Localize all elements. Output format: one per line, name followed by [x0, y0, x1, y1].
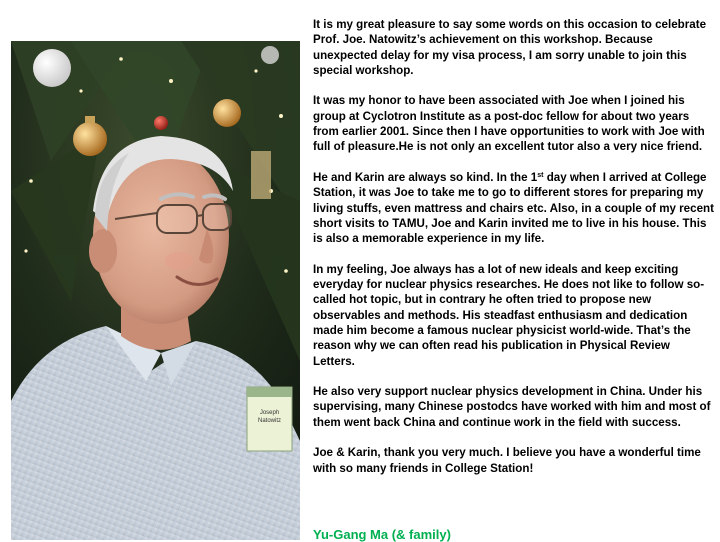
letter-paragraph-5: He also very support nuclear physics development in China. Under his supervising, many Chinese postodcs have worked with him and most of them went back China and continue work in the field with success.	[313, 385, 711, 429]
name-tag-last: Natowitz	[257, 418, 282, 424]
portrait-photo	[11, 41, 300, 540]
signature: Yu-Gang Ma (& family)	[313, 527, 451, 542]
white-ornament	[33, 49, 71, 87]
paragraph-3-rest: day when I arrived at College Station, it was Joe to take me to go to different stores for preparing my living stuffs, even mattress and chairs etc. Also, in a couple of my recent short visits to TAMU, Joe and Karin invited me to live in his house. This is also a memorable experience in my life.	[313, 170, 714, 246]
gold-ornament	[73, 122, 107, 156]
letter-paragraph-2: It was my honor to have been associated with Joe when I joined his group at Cyclotron Institute as a post-doc fellow for about two years from earlier 2001. Since then I have opportunities to work with Joe with full of pleasure.He is not only an excellent tutor also a very nice friend.	[313, 94, 705, 154]
paragraph-3-start: He and Karin are always so kind. In the 1	[313, 170, 538, 184]
name-tag	[247, 387, 292, 451]
letter-paragraph-4: In my feeling, Joe always has a lot of new ideals and keep exciting everyday for nuclear physics researches. He does not like to follow so-called hot topic, but in contrary he often tried to propose new observables and methods. His steadfast enthusiasm and dedication made him become a famous nuclear physicist world-wide. That’s the reason why we can often read his publication in Physical Review Letters.	[313, 262, 705, 368]
letter-paragraph-3	[313, 170, 715, 246]
letter-paragraph-6: Joe & Karin, thank you very much. I believe you have a wonderful time with so many friends in College Station!	[313, 446, 701, 475]
portrait-illustration	[11, 41, 300, 540]
red-ornament	[154, 116, 168, 130]
letter-paragraph-1: It is my great pleasure to say some words on this occasion to celebrate Prof. Joe. Natowitz’s achievement on this workshop. Because unexpected delay for my visa process, I am sorry unable to join this special workshop.	[313, 18, 707, 77]
hanging-decoration	[251, 151, 271, 199]
letter-body	[313, 17, 715, 491]
gold-ornament-right	[213, 99, 241, 127]
name-tag-first: Joseph	[259, 410, 280, 416]
ordinal-suffix: st	[537, 171, 544, 179]
